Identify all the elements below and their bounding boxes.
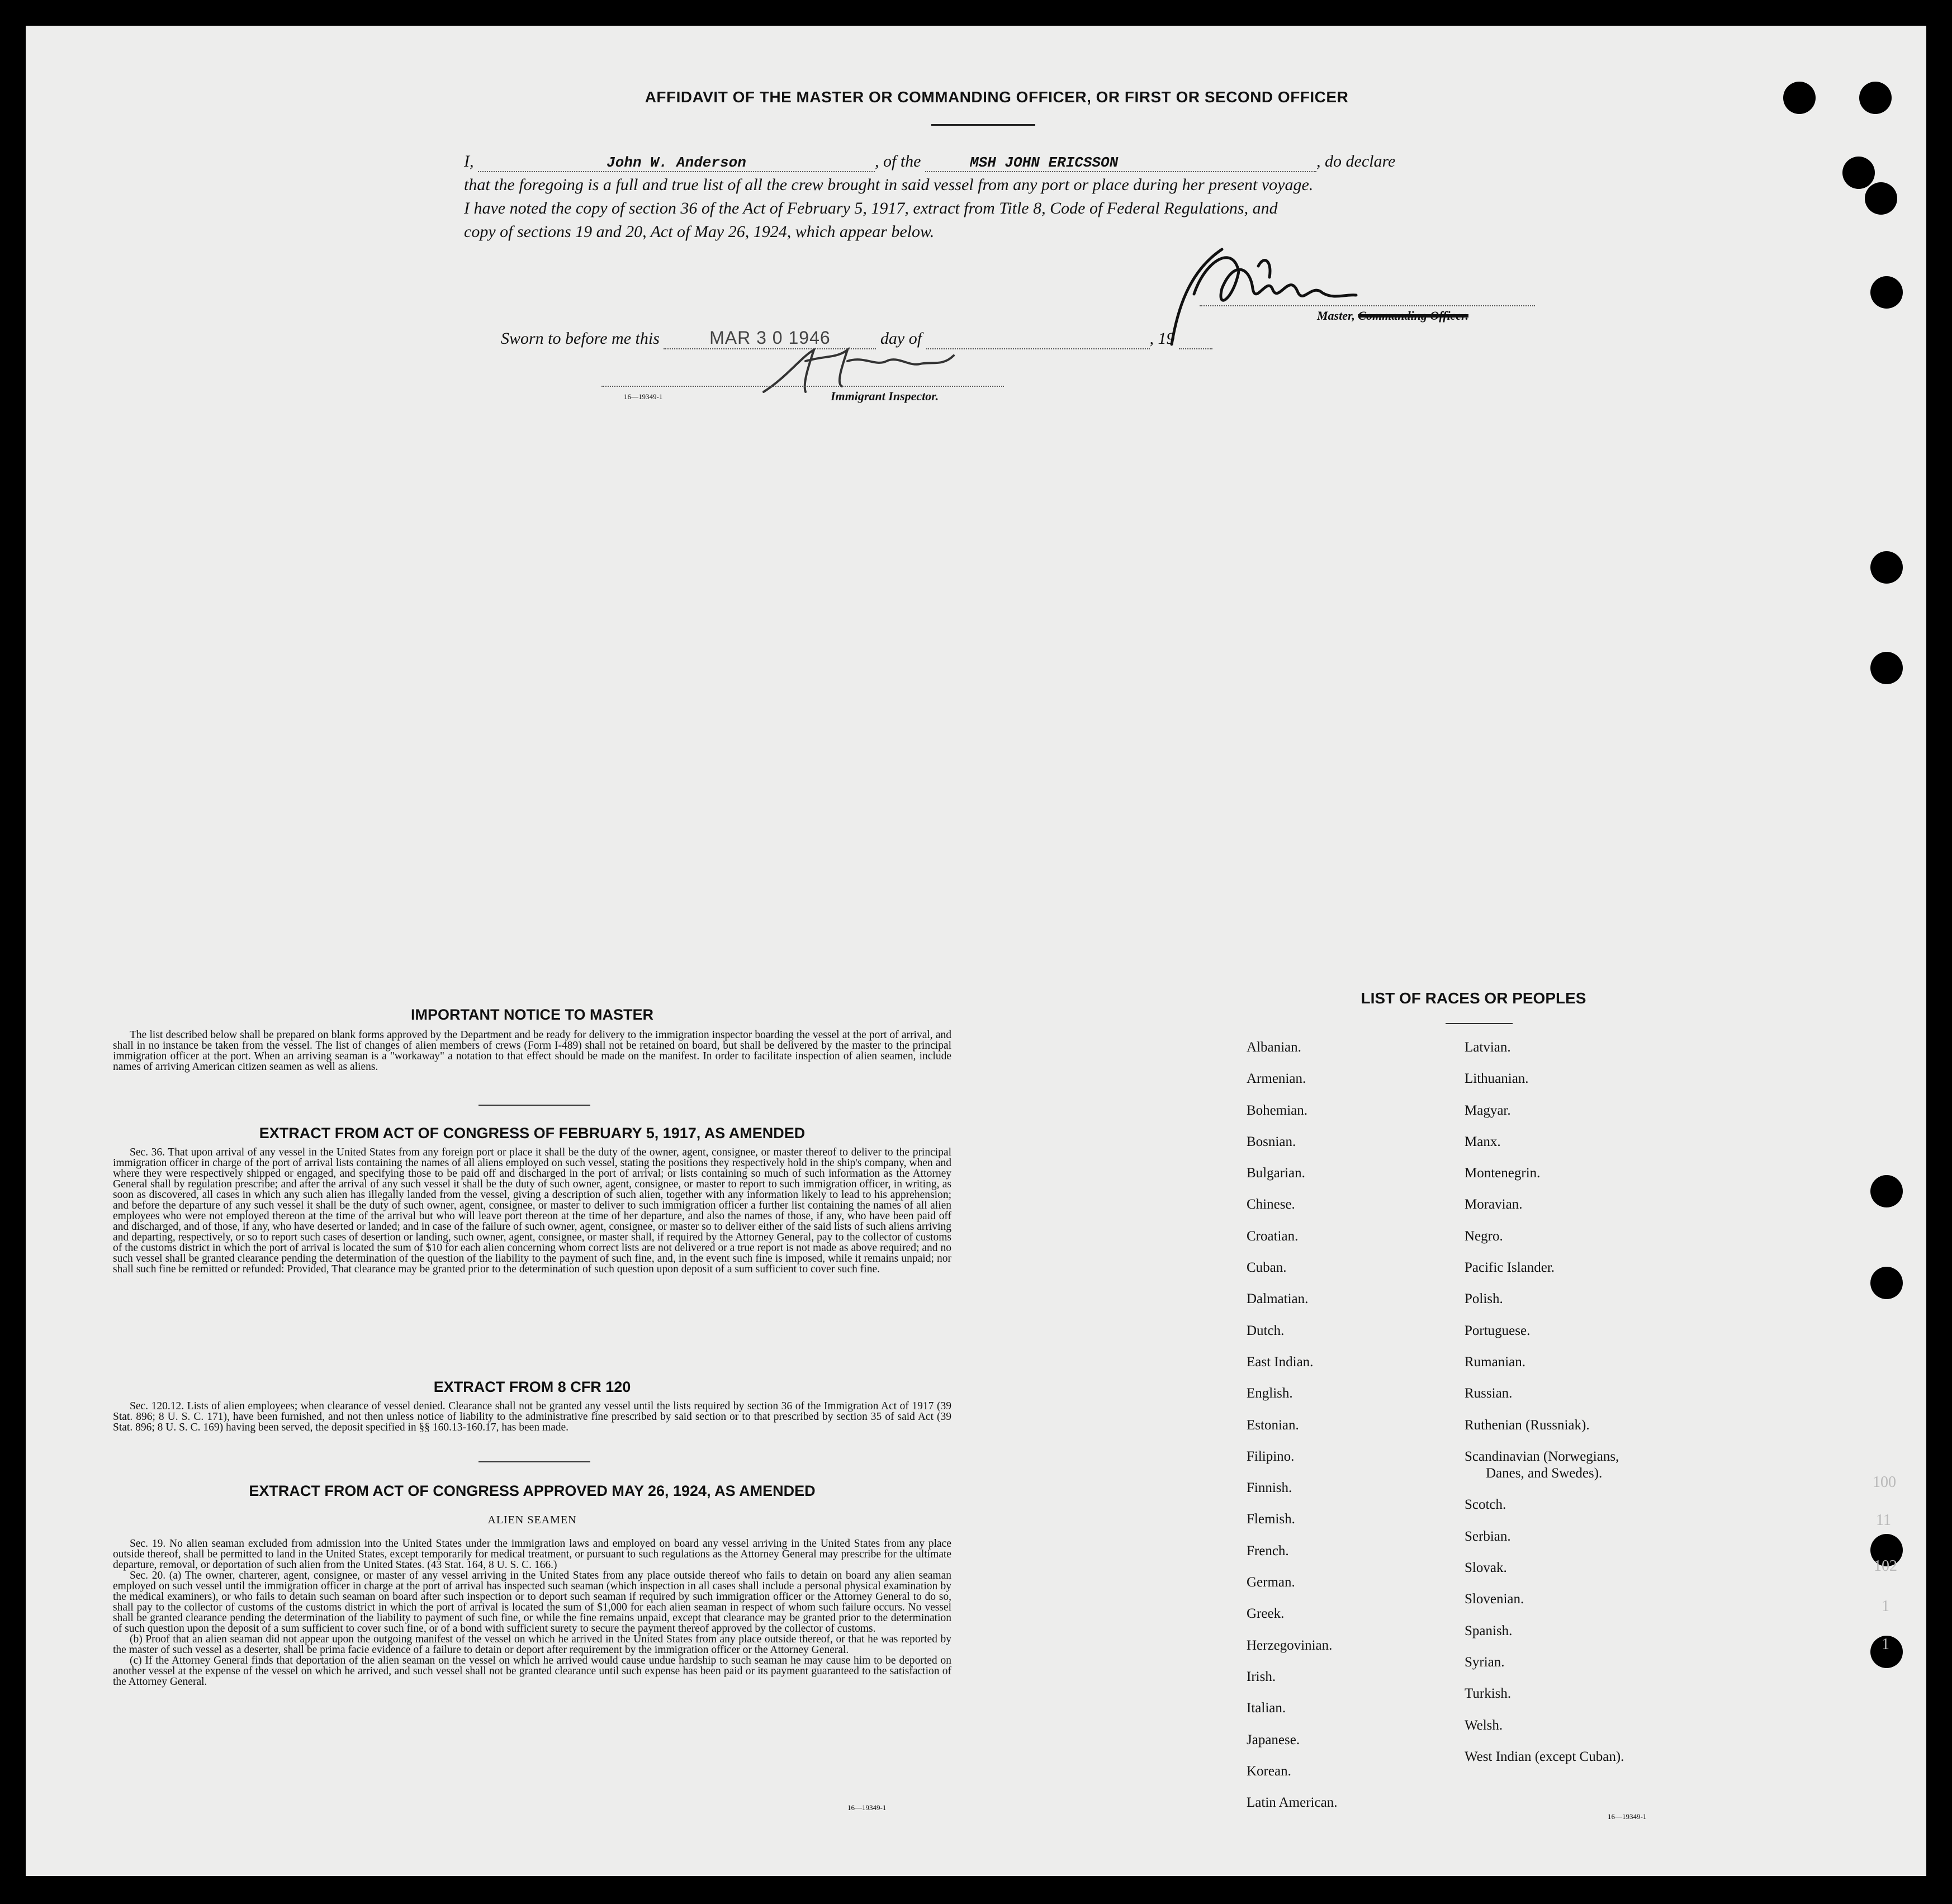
sworn-day-of: day of [880,329,922,348]
margin-mark: 11 [1876,1512,1891,1529]
vessel-name: MSH JOHN ERICSSON [970,154,1119,171]
race-item: Ruthenian (Russniak). [1465,1417,1590,1433]
race-item: Dalmatian. [1247,1291,1309,1307]
race-item: German. [1247,1575,1295,1590]
sworn-year: , 19 [1149,329,1175,348]
notice-body [113,1030,951,1072]
alien-seamen-subheading: ALIEN SEAMEN [487,1514,577,1526]
divider [478,1105,590,1106]
punch-hole [1870,1267,1903,1299]
sec-36-text: Sec. 36. That upon arrival of any vessel in the United States from any foreign port or place it shall be the duty of the owner, agent, consignee, or master thereof to deliver to the principal immigration officer in charge of the port of arrival lists containing the names of all aliens employed on such vessel, stating the positions they respectively hold in the ship's company, when and where they were respectively shipped or engaged, and specifying those to be paid off and discharged in the port of arrival; or lists containing so much of such information as the Attorney General shall by regulation prescribe; and after the arrival of any such vessel it shall be the duty of such owner, agent, consignee, or master to report to such immigration officer, in writing, as soon as discovered, all cases in which any such alien has illegally landed from the vessel, giving a description of such alien, together with any information likely to lead to his apprehension; and before the departure of any such vessel it shall be the duty of such owner, agent, consignee, or master to deliver to such immigration officer a further list containing the names of all alien employees who were not employed thereon at the time of the arrival but who will leave port thereon at the time of her departure, and also the names of those, if any, who have been paid off and discharged, and of those, if any, who have deserted or landed; and in case of the failure of such owner, agent, consignee, or master so to deliver either of the said lists of such aliens arriving and departing, respectively, or so to report such cases of desertion or landing, such owner, agent, consignee, or master shall, if required by the Attorney General, pay to the collector of customs of the customs district in which the port of arrival is located the sum of $10 for each alien concerning whom correct lists are not delivered or a true report is not made as above required; and no such vessel shall be granted clearance pending the determination of the question of the liability to the payment of such fine, and, in the event such fine is imposed, while it remains unpaid; nor shall such fine be remitted or refunded: Provided, That clearance may be granted prior to the determination of such question upon deposit of a sum sufficient to cover such fine. [113,1147,951,1275]
race-item: Slovenian. [1465,1592,1524,1607]
master-name-field [478,152,875,172]
race-item: Syrian. [1465,1654,1505,1670]
divider [478,1461,590,1462]
title-underline [931,124,1035,126]
race-item: Moravian. [1465,1197,1523,1213]
master-signature-line [1200,305,1535,306]
document-page [26,26,1926,1876]
race-item: Chinese. [1247,1197,1295,1213]
sworn-year-field [1179,329,1212,349]
inspector-caption: Immigrant Inspector. [831,389,939,403]
extract-cfr-heading: EXTRACT FROM 8 CFR 120 [433,1379,631,1395]
affidavit-line3: I have noted the copy of section 36 of the Act of February 5, 1917, extract from Title 8, Code of Federal Regulations, and [464,199,1278,217]
notice-heading: IMPORTANT NOTICE TO MASTER [411,1006,653,1023]
race-item: Scotch. [1465,1497,1506,1513]
race-item: Welsh. [1465,1717,1503,1733]
race-item: Cuban. [1247,1260,1287,1276]
races-left-column [1247,1032,1337,1818]
race-item: Dutch. [1247,1323,1285,1338]
extract-1924-body [113,1538,951,1687]
struck-caption: Commanding Officer. [1358,309,1468,323]
race-item: Armenian. [1247,1071,1306,1087]
race-item: Croatian. [1247,1228,1299,1244]
race-item: Herzegovinian. [1247,1637,1333,1653]
extract-1924-heading: EXTRACT FROM ACT OF CONGRESS APPROVED MAY 26, 1924, AS AMENDED [249,1483,816,1499]
inspector-signature-line [601,386,1004,387]
races-right-column [1465,1032,1624,1773]
race-item: Magyar. [1465,1102,1511,1118]
races-heading-underline [1446,1023,1513,1024]
master-caption [1317,309,1468,323]
affidavit-of: , of the [875,152,921,170]
race-item: Slovak. [1465,1560,1507,1576]
margin-mark: 1 [1882,1636,1889,1653]
race-item: Serbian. [1465,1528,1511,1544]
race-item: Turkish. [1465,1686,1512,1702]
race-item: Negro. [1465,1228,1503,1244]
race-item: Korean. [1247,1763,1291,1779]
race-item: Japanese. [1247,1732,1300,1747]
notice-text: The list described below shall be prepared on blank forms approved by the Department and be ready for delivery to the immigration inspector boarding the vessel at the port of arrival, and shall in no instance be taken from the vessel. The list of changes of alien members of crews (Form I-489) shall not be retained on board, but shall be delivered by the master to the principal immigration officer at the port. When an arriving seaman is a "workaway" a notation to that effect should be made on the manifest. In order to facilitate inspection of alien seamen, include names of arriving American citizen seamen as well as aliens. [113,1029,951,1073]
master-caption-label: Master, [1317,309,1355,323]
vessel-name-field [925,152,1316,172]
margin-mark: 102 [1874,1557,1897,1575]
punch-hole [1870,1175,1903,1207]
punch-hole [1842,157,1875,189]
race-item: Albanian. [1247,1040,1301,1055]
race-item: Bosnian. [1247,1134,1296,1149]
sworn-prefix: Sworn to before me this [501,329,660,348]
master-name: John W. Anderson [607,154,746,171]
affidavit-prefix: I, [464,152,474,170]
race-item: Latin American. [1247,1795,1338,1811]
race-item: Flemish. [1247,1512,1295,1527]
extract-1917-heading: EXTRACT FROM ACT OF CONGRESS OF FEBRUARY 5, 1917, AS AMENDED [259,1125,806,1142]
affidavit-title: AFFIDAVIT OF THE MASTER OR COMMANDING OFFICER, OR FIRST OR SECOND OFFICER [645,88,1349,106]
punch-hole [1783,82,1816,114]
races-heading: LIST OF RACES OR PEOPLES [1361,989,1586,1007]
punch-hole [1870,551,1903,584]
race-item: Irish. [1247,1669,1276,1684]
race-item: Estonian. [1247,1417,1299,1433]
race-item: Montenegrin. [1465,1166,1541,1181]
margin-mark: 1 [1882,1598,1889,1615]
affidavit-line4: copy of sections 19 and 20, Act of May 26, 1924, which appear below. [464,222,935,241]
race-item: Russian. [1465,1386,1513,1401]
race-item: Greek. [1247,1606,1285,1622]
race-item: Latvian. [1465,1040,1511,1055]
race-item: Lithuanian. [1465,1071,1529,1087]
punch-hole [1865,182,1897,215]
race-item: English. [1247,1386,1293,1401]
extract-1917-body [113,1147,951,1275]
sec-20c-text: (c) If the Attorney General finds that deportation of the alien seaman on the vessel on which he arrived would cause undue hardship to such seaman he may cause him to be deported on another vessel at the expense of the vessel on which he arrived, and such vessel shall not be granted clearance until such expense has been paid or its payment guaranteed to the satisfaction of the Attorney General. [113,1655,951,1688]
race-item: Bohemian. [1247,1102,1308,1118]
margin-mark: 100 [1873,1474,1896,1491]
form-number-top: 16—19349-1 [624,392,663,401]
race-item: Finnish. [1247,1480,1292,1496]
form-number-bottom-right: 16—19349-1 [1608,1812,1647,1821]
sec-120-12-text: Sec. 120.12. Lists of alien employees; when clearance of vessel denied. Clearance shall not be granted any vessel until the lists required by section 36 of the Immigration Act of 1917 (39 Stat. 896; 8 U. S. C. 171), have been furnished, and not then unless notice of liability to the administrative fine prescribed by said section or to that prescribed by section 35 of said Act (39 Stat. 896; 8 U. S. C. 169) having been served, the deposit specified in §§ 160.13-160.17, has been made. [113,1400,951,1433]
race-item: Polish. [1465,1291,1503,1307]
race-item: Italian. [1247,1701,1286,1716]
race-item: Spanish. [1465,1623,1513,1638]
race-item: Pacific Islander. [1465,1260,1555,1276]
sec-20a-text: Sec. 20. (a) The owner, charterer, agent, consignee, or master of any vessel arriving in the United States from any place outside thereof who fails to detain on board any alien seaman employed on such vessel until the immigration officer in charge at the port of arrival has inspected such seaman (which inspection in all cases shall include a personal physical examination by the medical examiners), or who fails to detain such seaman on board after such inspection or to deport such seaman if required by such immigration officer or the Attorney General to do so, shall pay to the collector of customs of the customs district in which the port of arrival is located the sum of $1,000 for each alien seaman in respect of whom such failure occurs. No vessel shall be granted clearance pending the determination of the liability to payment of such fine, or while the fine remains unpaid, except that clearance may be granted prior to the determination of such question upon the deposit of a sum sufficient to cover such fine, or of a bond with sufficient surety to secure the payment thereof approved by the collector of customs. [113,1570,951,1635]
race-item: Manx. [1465,1134,1501,1149]
race-item: West Indian (except Cuban). [1465,1749,1624,1764]
race-item: East Indian. [1247,1354,1314,1370]
race-item: Danes, and Swedes). [1486,1466,1603,1481]
date-stamp: MAR 3 0 1946 [709,328,831,348]
affidavit-line1 [464,152,1537,172]
race-item: Scandinavian (Norwegians, [1465,1448,1619,1464]
punch-hole [1870,652,1903,684]
punch-hole [1859,82,1892,114]
affidavit-declare: , do declare [1316,152,1396,170]
race-item: French. [1247,1543,1289,1559]
form-number-bottom-left: 16—19349-1 [847,1803,887,1812]
race-item: Filipino. [1247,1448,1295,1464]
extract-cfr-body [113,1401,951,1433]
race-item: Rumanian. [1465,1354,1526,1370]
punch-hole [1870,276,1903,309]
race-item: Bulgarian. [1247,1166,1305,1181]
sec-20b-text: (b) Proof that an alien seaman did not appear upon the outgoing manifest of the vessel on which he arrived in the United States from any place outside thereof, or that he was reported by the master of such vessel as a deserter, shall be prima facie evidence of a failure to detain or deport after requirement by the immigration officer or the Attorney General. [113,1633,951,1656]
race-item: Portuguese. [1465,1323,1531,1338]
affidavit-line2: that the foregoing is a full and true list of all the crew brought in said vessel from any port or place during her present voyage. [464,176,1314,194]
sec-19-text: Sec. 19. No alien seaman excluded from admission into the United States under the immigration laws and employed on board any vessel arriving in the United States from any place outside thereof, shall be permitted to land in the United States, except temporarily for medical treatment, or pursuant to such regulations as the Attorney General may prescribe for the ultimate departure, removal, or deportation of such alien from the United States. (43 Stat. 164, 8 U. S. C. 166.) [113,1538,951,1571]
